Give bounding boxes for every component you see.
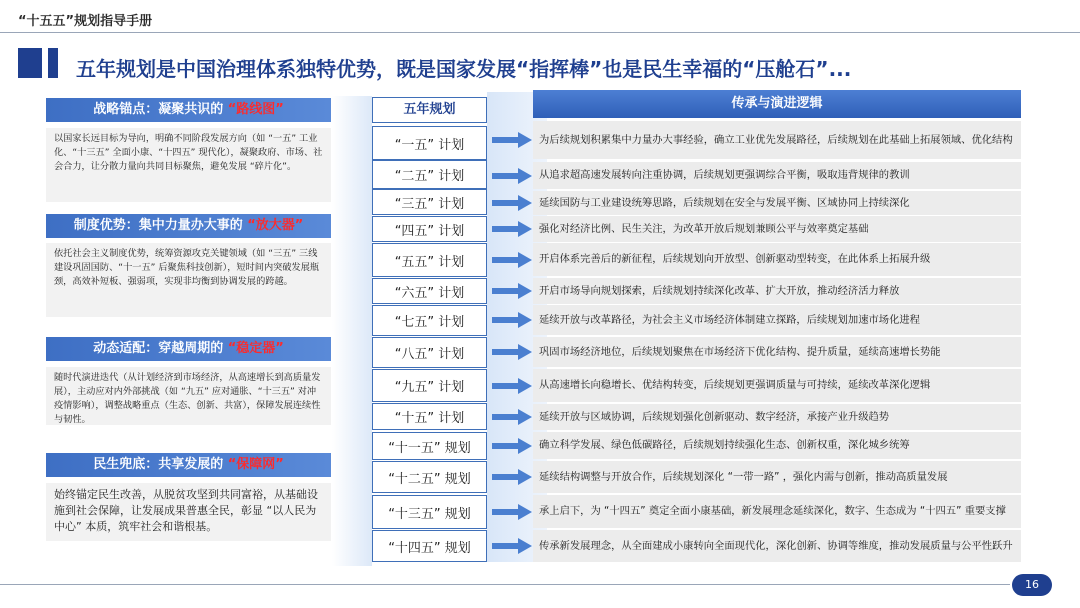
logic-row xyxy=(533,495,1021,528)
section-head-dynamic xyxy=(46,337,331,361)
logic-row-text: 延续开放与改革路径，为社会主义市场经济体制建立探路，后续规划加速市场化进程 xyxy=(539,313,920,326)
logic-row xyxy=(533,530,1021,562)
logic-row xyxy=(533,216,1021,242)
plan-item: “八五” 计划 xyxy=(372,337,487,368)
right-arrow-icon xyxy=(488,461,536,493)
logic-row-text: 延续国防与工业建设统筹思路，后续规划在安全与发展平衡、区域协同上持续深化 xyxy=(539,196,910,209)
section-head-text: 动态适配：穿越周期的 xyxy=(93,341,228,356)
plan-item: “十三五” 规划 xyxy=(372,495,487,529)
section-head-strategy xyxy=(46,98,331,122)
logic-row-text: 开启市场导向规划探索，后续规划持续深化改革、扩大开放，推动经济活力释放 xyxy=(539,284,900,297)
plan-item: “十四五” 规划 xyxy=(372,530,487,562)
right-arrow-icon xyxy=(488,404,536,430)
logic-row-text: 开启体系完善后的新征程，后续规划向开放型、创新驱动型转变，在此体系上拓展升级 xyxy=(539,253,931,265)
section-head-highlight: “放大器” xyxy=(247,218,304,233)
right-arrow-icon xyxy=(488,121,536,159)
section-head-highlight: “稳定器” xyxy=(227,341,284,356)
logic-row-text: 强化对经济比例、民生关注，为改革开放后规划兼顾公平与效率奠定基础 xyxy=(539,222,869,235)
plan-item: “四五” 计划 xyxy=(372,216,487,242)
logic-row xyxy=(533,278,1021,304)
logic-row xyxy=(533,369,1021,402)
page-number: 16 xyxy=(1012,574,1052,596)
right-arrow-icon xyxy=(488,305,536,335)
logic-row xyxy=(533,337,1021,367)
logic-header: 传承与演进逻辑 xyxy=(533,90,1021,118)
plan-item: “十五” 计划 xyxy=(372,403,487,430)
logic-row-text: 巩固市场经济地位，后续规划聚焦在市场经济下优化结构、提升质量，延续高速增长势能 xyxy=(539,345,941,358)
section-head-highlight: “保障网” xyxy=(227,457,284,472)
plan-item: “十二五” 规划 xyxy=(372,461,487,493)
title-accent-block xyxy=(18,48,42,78)
right-arrow-icon xyxy=(488,432,536,459)
plan-item: “二五” 计划 xyxy=(372,160,487,189)
right-arrow-icon xyxy=(488,162,536,189)
logic-row xyxy=(533,162,1021,189)
plans-header: 五年规划 xyxy=(372,97,487,123)
logic-row xyxy=(533,121,1021,159)
plan-item: “九五” 计划 xyxy=(372,369,487,402)
page-title: 五年规划是中国治理体系独特优势，既是国家发展“指挥棒”也是民生幸福的“压舱石”... xyxy=(76,57,852,81)
title-accent-bar xyxy=(48,48,58,78)
right-arrow-icon xyxy=(488,243,536,276)
right-arrow-icon xyxy=(488,337,536,367)
plan-item: “五五” 计划 xyxy=(372,243,487,277)
logic-row xyxy=(533,191,1021,215)
section-head-livelihood xyxy=(46,453,331,477)
logic-row xyxy=(533,243,1021,276)
right-arrow-icon xyxy=(488,216,536,242)
plan-item: “十一五” 规划 xyxy=(372,432,487,460)
logic-row xyxy=(533,404,1021,430)
footer-divider xyxy=(0,584,1010,585)
right-arrow-icon xyxy=(488,495,536,528)
logic-row-text: 延续结构调整与开放合作，后续规划深化 “一带一路” ，强化内需与创新，推动高质量发展 xyxy=(539,470,948,483)
logic-row-text: 从追求超高速发展转向注重协调，后续规划更强调综合平衡，吸取违背规律的教训 xyxy=(539,169,910,181)
logic-row-text: 承上启下，为 “十四五” 奠定全面小康基础，新发展理念延续深化，数字、生态成为 “十四五” 重要支撑 xyxy=(539,505,1006,517)
section-head-text: 制度优势：集中力量办大事的 xyxy=(73,218,248,233)
right-arrow-icon xyxy=(488,191,536,215)
right-arrow-icon xyxy=(488,530,536,562)
header-divider xyxy=(0,32,1080,33)
plan-item: “七五” 计划 xyxy=(372,305,487,336)
section-body-strategy: 以国家长远目标为导向，明确不同阶段发展方向（如 “一五” 工业化、“十三五” 全面小康、“十四五” 现代化），凝聚政府、市场、社会合力，让分散力量向共同目标聚焦，避免发展 “碎片化”。 xyxy=(46,128,331,202)
section-head-system xyxy=(46,214,331,238)
logic-row-text: 为后续规划积累集中力量办大事经验，确立工业优先发展路径，后续规划在此基础上拓展领域、优化结构 xyxy=(539,133,1013,146)
section-head-highlight: “路线图” xyxy=(227,102,284,117)
right-arrow-icon xyxy=(488,369,536,402)
logic-row-text: 传承新发展理念，从全面建成小康转向全面现代化，深化创新、协调等维度，推动发展质量与公平性跃升 xyxy=(539,539,1013,552)
section-head-text: 战略锚点：凝聚共识的 xyxy=(93,102,228,117)
logic-row xyxy=(533,432,1021,459)
right-arrow-icon xyxy=(488,278,536,304)
section-body-dynamic: 随时代演进迭代（从计划经济到市场经济，从高速增长到高质量发展），主动应对内外部挑战（如 “九五” 应对通胀、“十三五” 对冲疫情影响），调整战略重点（生态、创新、共富），保障发展连续性与韧性。 xyxy=(46,367,331,425)
logic-row xyxy=(533,461,1021,493)
plan-item: “三五” 计划 xyxy=(372,189,487,215)
logic-row-text: 延续开放与区域协调，后续规划强化创新驱动、数字经济，承接产业升级趋势 xyxy=(539,410,890,423)
logic-row xyxy=(533,305,1021,335)
plan-item: “一五” 计划 xyxy=(372,126,487,160)
logic-row-text: 确立科学发展、绿色低碳路径，后续规划持续强化生态、创新权重，深化城乡统筹 xyxy=(539,439,910,451)
plan-item: “六五” 计划 xyxy=(372,278,487,304)
section-body-livelihood: 始终锚定民生改善，从脱贫攻坚到共同富裕，从基础设施到社会保障，让发展成果普惠全民，彰显 “以人民为中心” 本质，筑牢社会和谐根基。 xyxy=(46,483,331,541)
decorative-glow xyxy=(332,96,372,566)
section-body-system: 依托社会主义制度优势，统筹资源攻克关键领域（如 “三五” 三线建设巩固国防、“十一五” 后聚焦科技创新），短时间内突破发展瓶颈，高效补短板、强弱项，实现非均衡到协调发展的跨越。 xyxy=(46,243,331,317)
logic-row-text: 从高速增长向稳增长、优结构转变，后续规划更强调质量与可持续，延续改革深化逻辑 xyxy=(539,379,931,391)
handbook-title: “十五五”规划指导手册 xyxy=(18,14,153,29)
section-head-text: 民生兜底：共享发展的 xyxy=(93,457,228,472)
